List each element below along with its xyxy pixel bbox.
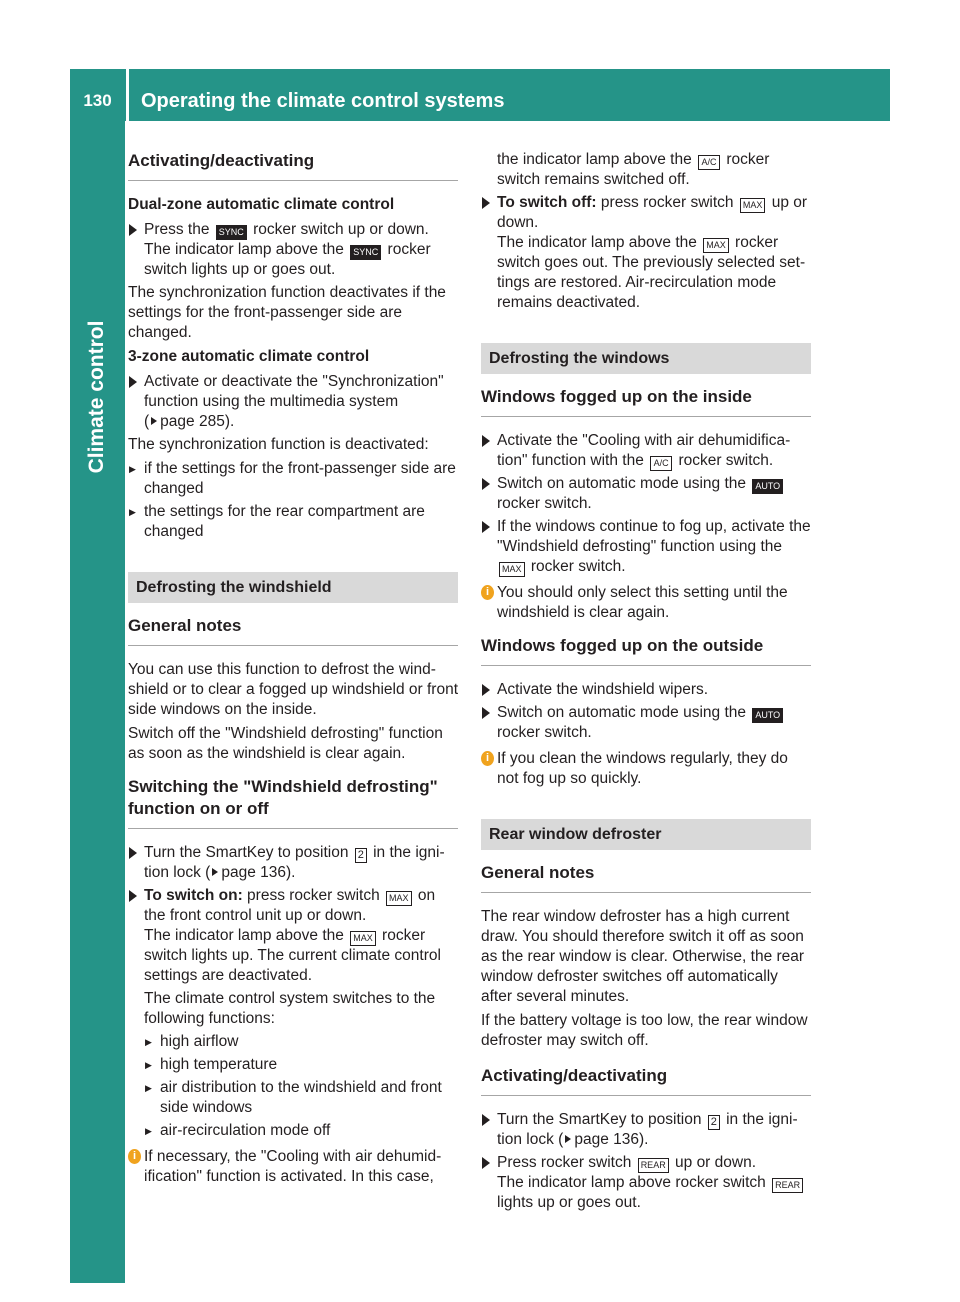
info-note: i If necessary, the "Cooling with air dehumid-ification" function is activated. In this case, xyxy=(128,1147,458,1187)
heading-activating: Activating/deactivating xyxy=(481,1065,811,1096)
battery-voltage-text: If the battery voltage is too low, the rear window defroster may switch off. xyxy=(481,1012,808,1049)
header-divider xyxy=(126,69,129,121)
list-item: ▶ if the settings for the front-passenger side are changed xyxy=(128,459,458,499)
sync-icon: SYNC xyxy=(216,225,247,240)
step-press-rear: Press rocker switch REAR up or down. The indicator lamp above rocker switch REAR lights up or goes out. xyxy=(481,1153,811,1213)
section-band-rear-defroster: Rear window defroster xyxy=(481,819,811,850)
side-tab-label: Climate control xyxy=(85,320,108,474)
switches-to-text: The climate control system switches to the following functions: xyxy=(144,990,436,1027)
page-ref-arrow-icon xyxy=(212,868,218,876)
info-note: i If you clean the windows regularly, they do not fog up so quickly. xyxy=(481,749,811,789)
step-auto-mode: Switch on automatic mode using the AUTO rocker switch. xyxy=(481,474,811,514)
list-item: ▶ air distribution to the windshield and front side windows xyxy=(144,1078,458,1118)
list-item: ▶ air-recirculation mode off xyxy=(144,1121,458,1141)
section-band-windshield: Defrosting the windshield xyxy=(128,572,458,603)
sync-deactivated-text: The synchronization function is deactivated: xyxy=(128,436,429,453)
right-column xyxy=(481,150,811,1216)
heading-fogged-outside: Windows fogged up on the outside xyxy=(481,635,811,666)
info-note: i You should only select this setting until the windshield is clear again. xyxy=(481,583,811,623)
page-title: Operating the climate control systems xyxy=(141,90,505,112)
step-turn-smartkey: Turn the SmartKey to position 2 in the igni-tion lock ( page 136). xyxy=(128,843,458,883)
section-band-windows: Defrosting the windows xyxy=(481,343,811,374)
step-switch-on: To switch on: press rocker switch MAX on the front control unit up or down. The indicator lamp above the MAX rocker switch lights up. The current climate control settings are deactivated. xyxy=(128,886,458,986)
step-activate-cooling: Activate the "Cooling with air dehumidifica-tion" function with the A/C rocker switch. xyxy=(481,431,811,471)
auto-icon: AUTO xyxy=(752,708,783,723)
list-item: ▶ high temperature xyxy=(144,1055,458,1075)
sync-deactivates-text: The synchronization function deactivates if the settings for the front-passenger side are changed. xyxy=(128,284,446,341)
ac-icon: A/C xyxy=(650,456,672,471)
rear-defroster-text: The rear window defroster has a high current draw. You should therefore switch it off as soon as the rear window is clear. Otherwise, the rear window defroster switches off automatically after several minutes. xyxy=(481,908,805,1005)
position-2-icon: 2 xyxy=(708,1115,720,1130)
side-tab xyxy=(70,121,125,1283)
heading-switching: Switching the "Windshield defrosting" function on or off xyxy=(128,776,458,829)
page-ref-arrow-icon xyxy=(565,1135,571,1143)
windshield-defrost-max-icon: MAX xyxy=(350,931,376,946)
ac-icon: A/C xyxy=(698,155,720,170)
step-activate-sync: Activate or deactivate the "Synchronization" function using the multimedia system ( page 285). xyxy=(128,372,458,432)
step-turn-smartkey: Turn the SmartKey to position 2 in the igni-tion lock ( page 136). xyxy=(481,1110,811,1150)
list-item: ▶ high airflow xyxy=(144,1032,458,1052)
heading-general-notes: General notes xyxy=(481,862,811,893)
general-notes-text: You can use this function to defrost the wind-shield or to clear a fogged up windshield or front side windows on the inside. xyxy=(128,661,459,718)
windshield-defrost-max-icon: MAX xyxy=(386,891,412,906)
step-press-sync: Press the SYNC rocker switch up or down. The indicator lamp above the SYNC rocker switch lights up or goes out. xyxy=(128,220,458,280)
heading-dual-zone: Dual-zone automatic climate control xyxy=(128,196,395,213)
continued-text: the indicator lamp above the A/C rocker switch remains switched off. xyxy=(497,151,770,188)
step-windshield-defrost: If the windows continue to fog up, activate the "Windshield defrosting" function using the MAX rocker switch. xyxy=(481,517,811,577)
step-switch-off: To switch off: press rocker switch MAX up or down. The indicator lamp above the MAX rocker switch goes out. The previously selected set-tings are restored. Air-recirculation mode remains deactivated. xyxy=(481,193,811,313)
page-ref-arrow-icon xyxy=(151,417,157,425)
page-number: 130 xyxy=(83,91,112,110)
list-item: ▶ the settings for the rear compartment are changed xyxy=(128,502,458,542)
windshield-defrost-max-icon: MAX xyxy=(740,198,766,213)
sync-icon: SYNC xyxy=(350,245,381,260)
heading-3-zone: 3-zone automatic climate control xyxy=(128,348,370,365)
auto-icon: AUTO xyxy=(752,479,783,494)
heading-general-notes: General notes xyxy=(128,615,458,646)
rear-defroster-icon: REAR xyxy=(638,1158,669,1173)
rear-defroster-icon: REAR xyxy=(772,1178,803,1193)
general-notes-text: Switch off the "Windshield defrosting" function as soon as the windshield is clear again. xyxy=(128,725,443,762)
info-icon: i xyxy=(128,1149,141,1164)
info-icon: i xyxy=(481,585,494,600)
info-icon: i xyxy=(481,751,494,766)
heading-activating: Activating/deactivating xyxy=(128,150,458,181)
step-auto-mode: Switch on automatic mode using the AUTO rocker switch. xyxy=(481,703,811,743)
windshield-defrost-max-icon: MAX xyxy=(499,562,525,577)
left-column xyxy=(128,150,458,1197)
position-2-icon: 2 xyxy=(355,848,367,863)
windshield-defrost-max-icon: MAX xyxy=(703,238,729,253)
step-wipers: Activate the windshield wipers. xyxy=(481,680,811,700)
heading-fogged-inside: Windows fogged up on the inside xyxy=(481,386,811,417)
